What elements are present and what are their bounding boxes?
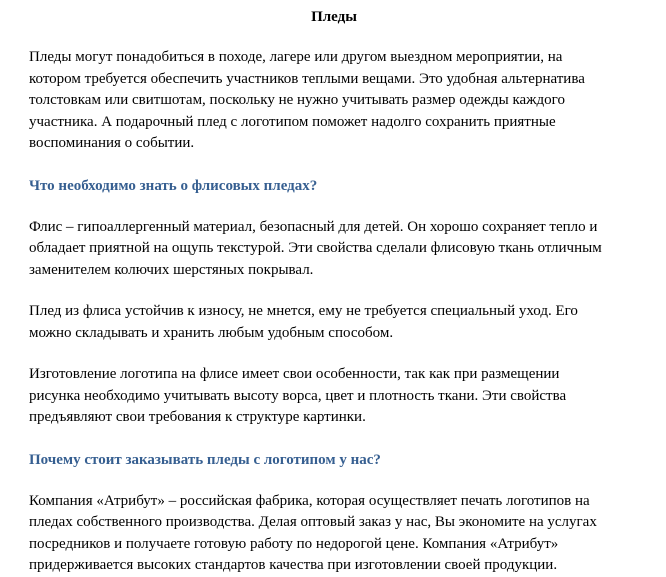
text-line: придерживается высоких стандартов качества при изготовлении своей продукции. bbox=[29, 557, 558, 573]
company-paragraph bbox=[29, 491, 659, 577]
text-line: предъявляют свои требования к структуре картинки. bbox=[29, 409, 366, 425]
text-line: пледах собственного производства. Делая оптовый заказ у нас, Вы экономите на услугах bbox=[29, 514, 597, 530]
text-line: Изготовление логотипа на флисе имеет свои особенности, так как при размещении bbox=[29, 366, 560, 382]
text-line: Компания «Атрибут» – российская фабрика, которая осуществляет печать логотипов на bbox=[29, 492, 590, 509]
text-line: рисунка необходимо учитывать высоту ворса, цвет и плотность ткани. Эти свойства bbox=[29, 387, 567, 404]
text-line: воспоминания о событии. bbox=[29, 135, 195, 151]
text-line: Флис – гипоаллергенный материал, безопасный для детей. Он хорошо сохраняет тепло и bbox=[29, 218, 598, 235]
text-line: Пледы могут понадобиться в походе, лагере или другом выездном мероприятии, на bbox=[29, 49, 563, 65]
text-line: можно складывать и хранить любым удобным способом. bbox=[29, 324, 394, 341]
text-line: толстовкам или свитшотам, поскольку не нужно учитывать размер одежды каждого bbox=[29, 92, 565, 108]
intro-paragraph bbox=[29, 47, 659, 155]
text-line: Плед из флиса устойчив к износу, не мнется, ему не требуется специальный уход. Его bbox=[29, 303, 578, 319]
text-line: обладает приятной на ощупь текстурой. Эти свойства сделали флисовую ткань отличным bbox=[29, 240, 602, 256]
text-line: участника. А подарочный плед с логотипом поможет надолго сохранить приятные bbox=[29, 113, 556, 130]
text-line: заменителем колючих шерстяных покрывал. bbox=[29, 261, 314, 278]
text-line: посредников и получаете готовую работу по недорогой цене. Компания «Атрибут» bbox=[29, 535, 559, 552]
fleece-paragraph-3 bbox=[29, 364, 659, 429]
fleece-paragraph-1 bbox=[29, 217, 659, 282]
text-line: котором требуется обеспечить участников теплыми вещами. Это удобная альтернатива bbox=[29, 70, 585, 87]
fleece-paragraph-2 bbox=[29, 301, 659, 344]
section-heading-why-us: Почему стоит заказывать пледы с логотипом у нас? bbox=[29, 451, 381, 468]
section-heading-fleece: Что необходимо знать о флисовых пледах? bbox=[29, 177, 318, 194]
document-title: Пледы bbox=[311, 9, 357, 25]
